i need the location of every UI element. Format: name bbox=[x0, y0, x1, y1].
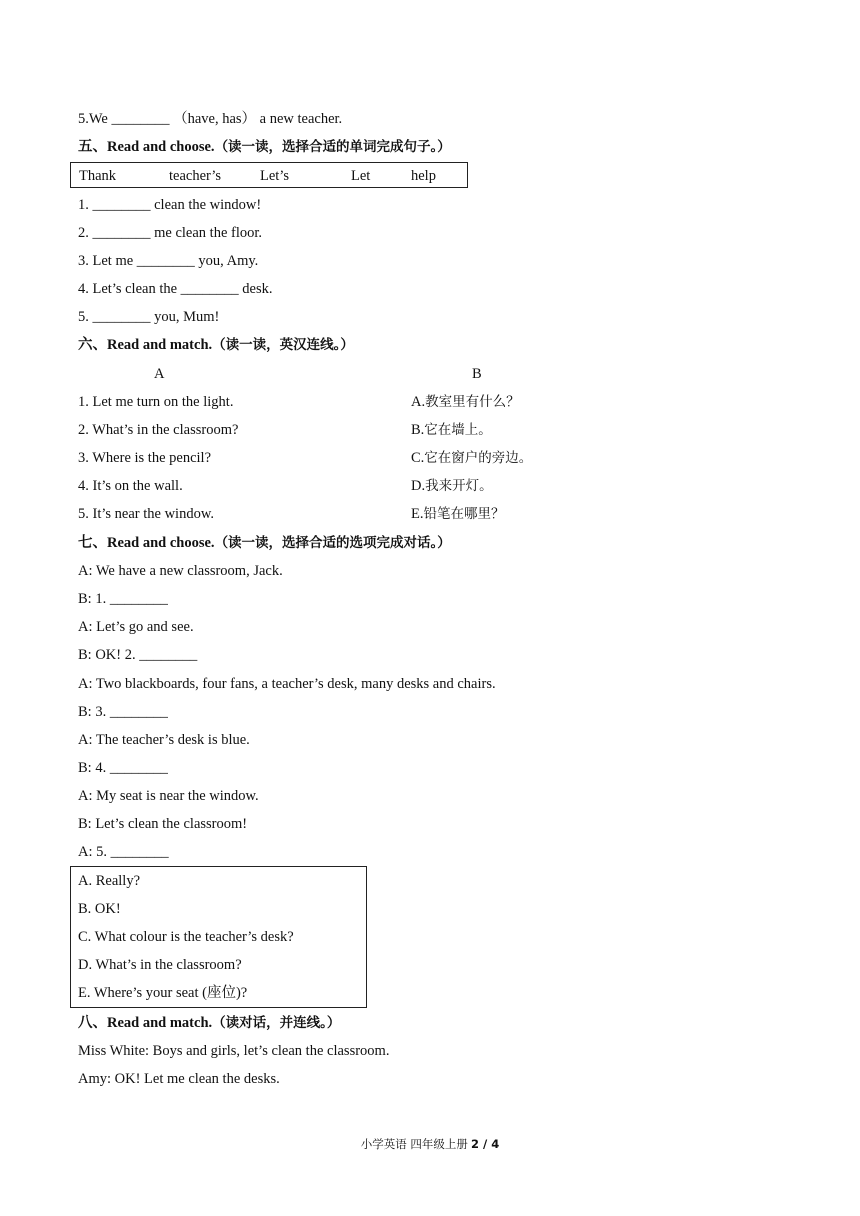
option-item: D. What’s in the classroom? bbox=[78, 957, 242, 973]
word-bank-box bbox=[70, 162, 468, 188]
dialogue-line: A: The teacher’s desk is blue. bbox=[78, 732, 250, 748]
option-item: E. Where’s your seat (座位)? bbox=[78, 985, 248, 1001]
option-item: B. OK! bbox=[78, 901, 121, 917]
dialogue-line: B: 4. ________ bbox=[78, 760, 168, 776]
match-right-item bbox=[411, 420, 492, 440]
match-right-letter: C. bbox=[411, 450, 425, 466]
footer-label: 小学英语 四年级上册 bbox=[360, 1137, 468, 1151]
match-left-item: 5. It’s near the window. bbox=[78, 506, 214, 522]
page-number: 2 / 4 bbox=[471, 1137, 500, 1151]
dialogue-line: A: We have a new classroom, Jack. bbox=[78, 563, 283, 579]
section-5-heading bbox=[78, 137, 451, 157]
dialogue-line: A: Two blackboards, four fans, a teacher’s desk, many desks and chairs. bbox=[78, 676, 496, 692]
section-8-heading bbox=[78, 1013, 340, 1033]
word-bank-item: Thank bbox=[79, 168, 117, 184]
page-footer bbox=[0, 1136, 860, 1152]
match-left-item: 3. Where is the pencil? bbox=[78, 450, 211, 466]
section-7-heading-cn: （读一读，选择合适的选项完成对话。） bbox=[214, 535, 451, 551]
section-5-item: 4. Let’s clean the ________ desk. bbox=[78, 281, 273, 297]
section-5-item: 1. ________ clean the window! bbox=[78, 197, 262, 213]
match-right-item bbox=[411, 448, 532, 468]
dialogue-line: A: 5. ________ bbox=[78, 844, 169, 860]
word-bank-item: help bbox=[411, 168, 436, 184]
match-right-letter: D. bbox=[411, 478, 426, 494]
match-right-letter: A. bbox=[411, 394, 426, 410]
section-5-heading-cn: （读一读，选择合适的单词完成句子。） bbox=[214, 139, 451, 155]
section-7-heading bbox=[78, 533, 451, 553]
section-5-heading-en: 五、Read and choose. bbox=[78, 139, 215, 155]
match-left-item: 1. Let me turn on the light. bbox=[78, 394, 234, 410]
section-5-item: 5. ________ you, Mum! bbox=[78, 309, 220, 325]
dialogue-line: A: Let’s go and see. bbox=[78, 619, 194, 635]
match-left-item: 2. What’s in the classroom? bbox=[78, 422, 239, 438]
dialogue-line: B: 1. ________ bbox=[78, 591, 168, 607]
match-right-text: 它在墙上。 bbox=[424, 422, 492, 438]
section-5-item: 2. ________ me clean the floor. bbox=[78, 225, 263, 241]
match-right-text: 教室里有什么？ bbox=[425, 394, 520, 410]
dialogue-line: Miss White: Boys and girls, let’s clean the classroom. bbox=[78, 1043, 390, 1059]
match-right-text: 我来开灯。 bbox=[425, 478, 493, 494]
option-item: C. What colour is the teacher’s desk? bbox=[78, 929, 294, 945]
dialogue-line: A: My seat is near the window. bbox=[78, 788, 259, 804]
word-bank-item: Let’s bbox=[260, 168, 289, 184]
column-a-header: A bbox=[154, 366, 165, 382]
match-right-item bbox=[411, 504, 504, 524]
match-right-text: 它在窗户的旁边。 bbox=[424, 450, 533, 466]
section-6-heading bbox=[78, 335, 354, 355]
question-5-have-has: 5.We ________ （have, has） a new teacher. bbox=[78, 111, 343, 127]
section-8-heading-cn: （读对话，并连线。） bbox=[212, 1015, 341, 1031]
match-right-letter: E. bbox=[411, 506, 424, 522]
word-bank-item: Let bbox=[351, 168, 371, 184]
match-right-text: 铅笔在哪里？ bbox=[423, 506, 505, 522]
dialogue-line: B: 3. ________ bbox=[78, 704, 168, 720]
section-8-heading-en: 八、Read and match. bbox=[78, 1015, 213, 1031]
section-6-heading-en: 六、Read and match. bbox=[78, 337, 213, 353]
section-7-heading-en: 七、Read and choose. bbox=[78, 535, 215, 551]
match-left-item: 4. It’s on the wall. bbox=[78, 478, 183, 494]
section-6-heading-cn: （读一读，英汉连线。） bbox=[212, 337, 354, 353]
match-right-item bbox=[411, 392, 520, 412]
match-right-item bbox=[411, 476, 493, 496]
dialogue-line: Amy: OK! Let me clean the desks. bbox=[78, 1071, 280, 1087]
dialogue-line: B: Let’s clean the classroom! bbox=[78, 816, 248, 832]
dialogue-line: B: OK! 2. ________ bbox=[78, 647, 198, 663]
match-right-letter: B. bbox=[411, 422, 425, 438]
column-b-header: B bbox=[472, 366, 482, 382]
option-item: A. Really? bbox=[78, 873, 141, 889]
word-bank-item: teacher’s bbox=[169, 168, 222, 184]
section-5-item: 3. Let me ________ you, Amy. bbox=[78, 253, 259, 269]
